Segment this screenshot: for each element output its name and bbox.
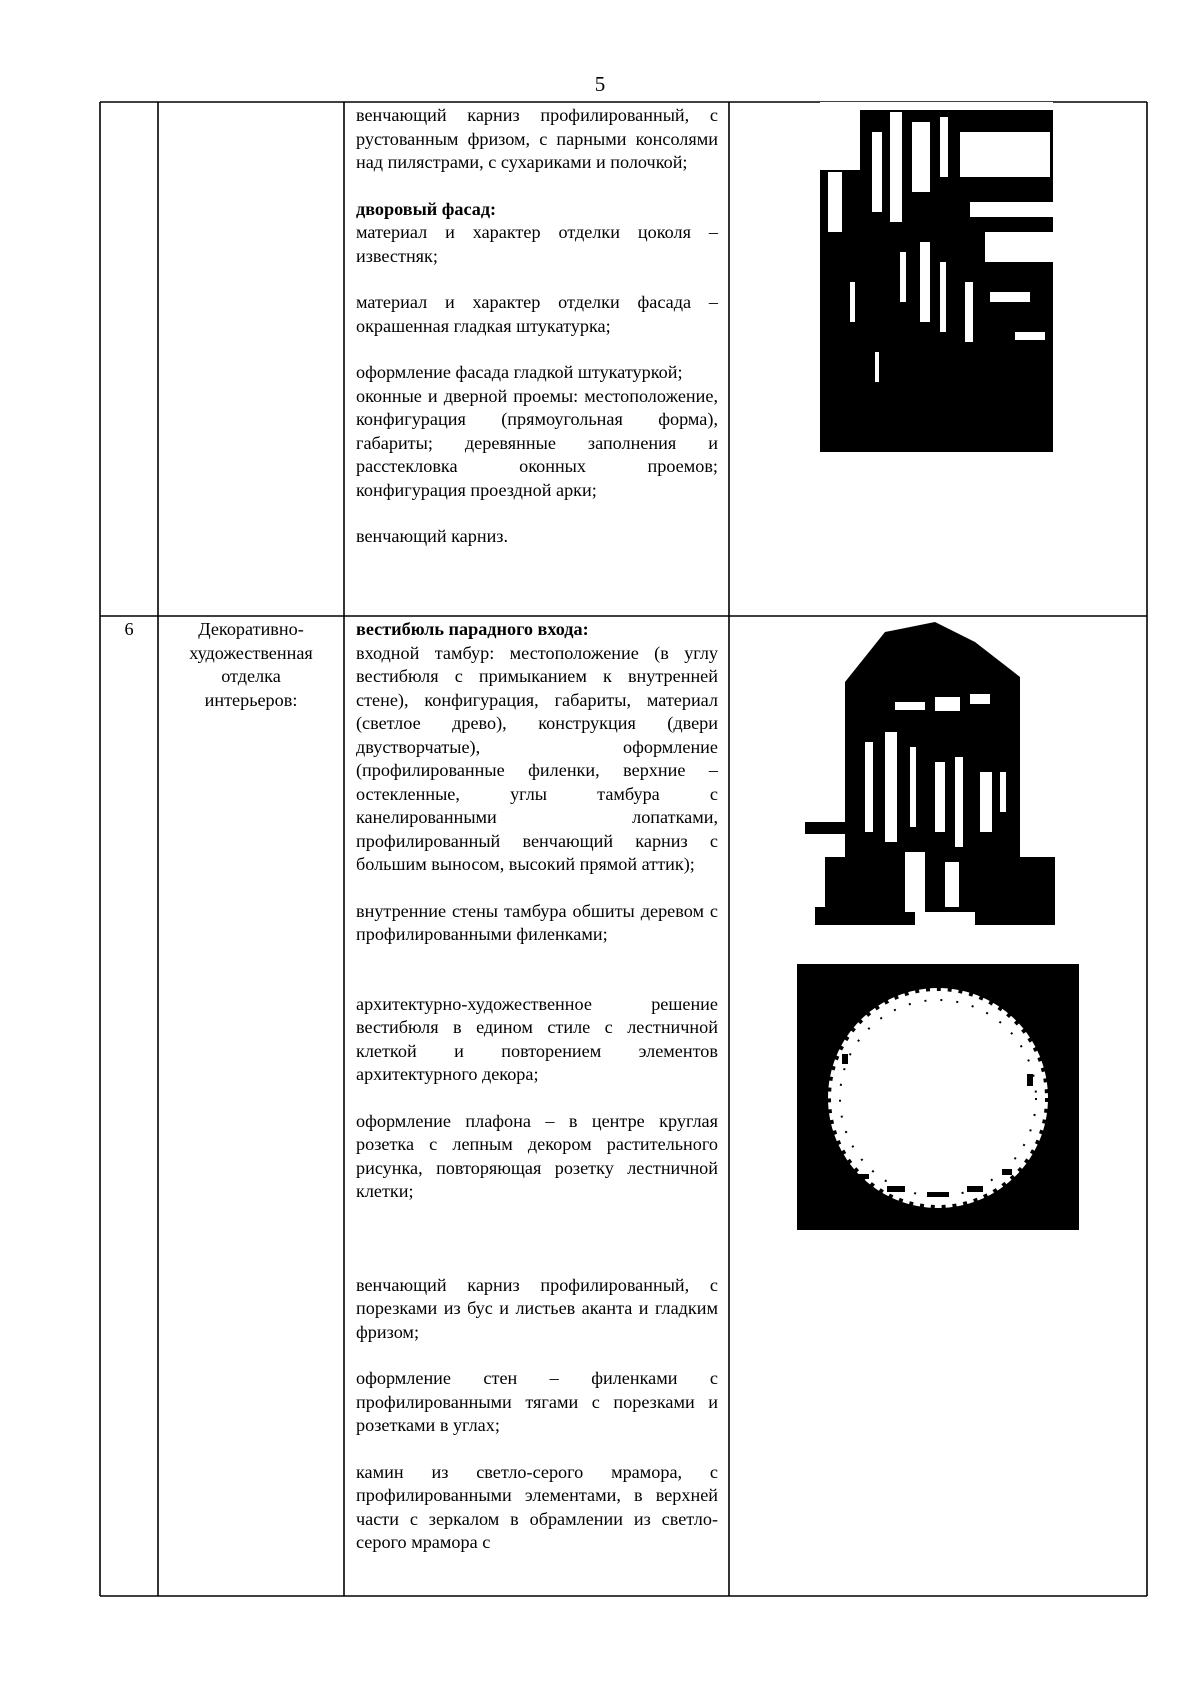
row-1-paragraph: оформление фасада гладкой штукатуркой; [356, 362, 683, 382]
row-2-name [160, 618, 342, 712]
row-2-paragraph: оформление плафона – в центре круглая розетка с лепным декором растительного рисунка, повторяющая розетку лестничной клетки; [356, 1110, 718, 1201]
row-2-name-line: художественная [189, 642, 313, 663]
row-2-name-line: интерьеров: [204, 689, 298, 710]
row-2-number: 6 [124, 619, 134, 639]
page-number: 5 [594, 72, 606, 96]
row-2-paragraph: камин из светло-серого мрамора, с профилированными элементами, в верхней части с зеркалом в обрамлении из светло-серого мрамора с [356, 1461, 718, 1552]
row-1-paragraph: венчающий карниз. [356, 526, 509, 546]
row-1-description [356, 104, 718, 549]
row-2-paragraph: оформление стен – филенками с профилированными тягами с порезками и розетками в углах; [356, 1368, 718, 1435]
row-2-paragraph: архитектурно-художественное решение вестибюля в едином стиле с лестничной клеткой и повторением элементов архитектурного декора; [356, 993, 718, 1084]
row-2-paragraph: венчающий карниз профилированный, с порезками из бус и листьев аканта и гладким фризом; [356, 1274, 718, 1342]
row-1-paragraph: оконные и дверной проемы: местоположение, конфигурация (прямоугольная форма), габариты; деревянные заполнения и расстекловка оконных проемов; конфигурация проездной арки; [356, 385, 718, 500]
row-1-paragraph: венчающий карниз профилированный, с рустованным фризом, с парными консолями над пилястрами, с сухариками и полочкой; [356, 105, 718, 172]
row-2-name-line: Декоративно- [198, 619, 304, 639]
row-1-paragraph: материал и характер отделки фасада – окрашенная гладкая штукатурка; [356, 292, 718, 336]
row-2-heading-vestibule: вестибюль парадного входа: [356, 619, 589, 639]
facade-photo-icon [820, 102, 1053, 452]
row-2-paragraph: входной тамбур: местоположение (в углу вестибюля с примыканием к внутренней стене), конфигурация, габариты, материал (светлое древо), конструкция (двери двустворчатые), оформление (профилированные филенки, верхние – остекленные, углы тамбура с канелированными лопатками, профилированный венчающий карниз с большим выносом, высокий прямой аттик); [356, 642, 718, 874]
row-1-paragraph: материал и характер отделки цоколя – известняк; [356, 222, 718, 266]
row-2-paragraph: внутренние стены тамбура обшиты деревом с профилированными филенками; [356, 900, 718, 944]
vestibule-tambour-photo-icon [805, 622, 1075, 942]
row-2-name-line: отделка [221, 666, 281, 686]
ceiling-rosette-photo-icon [797, 964, 1079, 1230]
row-1-heading-courtyard-facade: дворовый фасад: [356, 198, 497, 219]
row-2-description [356, 618, 718, 1555]
